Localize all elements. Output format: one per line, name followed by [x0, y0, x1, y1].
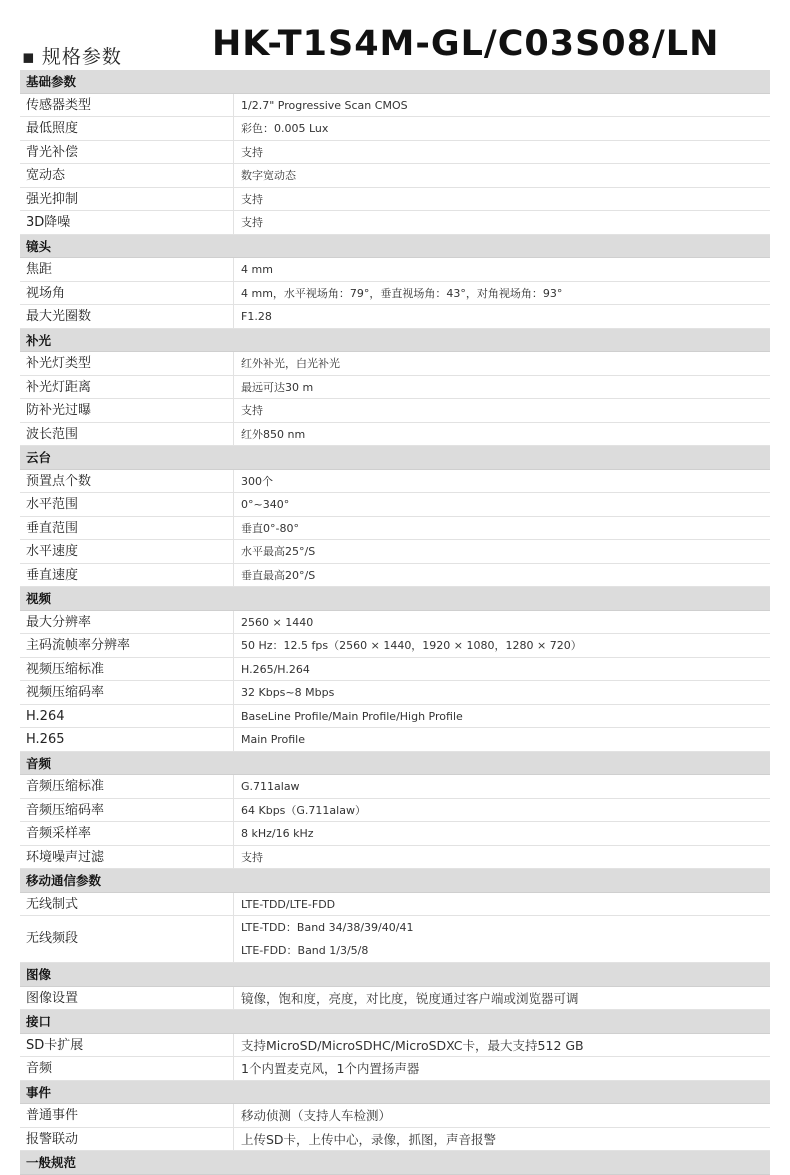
group-header [20, 963, 770, 987]
group-title: 接口 [26, 1014, 52, 1029]
spec-row [20, 799, 770, 823]
group-header [20, 752, 770, 776]
spec-row [20, 916, 770, 963]
spec-key: 垂直速度 [20, 564, 234, 587]
spec-key: 焦距 [20, 258, 234, 281]
spec-value: 300个 [241, 474, 273, 488]
spec-value: 红外补光，白光补光 [241, 357, 340, 370]
spec-key: 音频压缩码率 [20, 799, 234, 822]
group-title: 基础参数 [26, 74, 77, 89]
section-title: 规格参数 [41, 46, 122, 68]
spec-value-line: LTE-TDD：Band 34/38/39/40/41 [241, 921, 414, 934]
spec-key: 音频压缩标准 [20, 775, 234, 798]
spec-value: 红外850 nm [241, 427, 306, 441]
spec-row [20, 611, 770, 635]
group-header [20, 1010, 770, 1034]
spec-value: 支持 [241, 404, 263, 417]
group-title: 音频 [26, 755, 52, 771]
spec-row [20, 1128, 770, 1152]
spec-row [20, 987, 770, 1011]
spec-value: 支持 [241, 216, 263, 229]
spec-value: 8 kHz/16 kHz [241, 827, 314, 840]
spec-value: F1.28 [241, 310, 272, 323]
spec-key: 视频压缩标准 [20, 658, 234, 681]
spec-row [20, 658, 770, 682]
spec-row [20, 211, 770, 235]
spec-row [20, 1034, 770, 1058]
spec-key: 水平速度 [20, 540, 234, 563]
spec-row [20, 188, 770, 212]
spec-row [20, 399, 770, 423]
spec-value [234, 916, 770, 962]
spec-value: Main Profile [241, 733, 305, 746]
spec-value: 垂直0°-80° [241, 521, 299, 535]
spec-row [20, 517, 770, 541]
spec-value: 32 Kbps~8 Mbps [241, 686, 335, 699]
group-header [20, 446, 770, 470]
group-header [20, 869, 770, 893]
spec-value: 4 mm [241, 263, 273, 276]
spec-row [20, 376, 770, 400]
group-header [20, 235, 770, 259]
bullet-icon: ▪ [22, 46, 36, 68]
group-title: 云台 [26, 450, 52, 465]
spec-value: 1/2.7" Progressive Scan CMOS [241, 98, 408, 112]
spec-key: 最低照度 [20, 117, 234, 140]
spec-value: 水平最高25°/S [241, 545, 316, 558]
spec-key: 最大光圈数 [20, 305, 234, 328]
spec-key: 补光灯类型 [20, 352, 234, 375]
spec-row [20, 470, 770, 494]
spec-row [20, 681, 770, 705]
spec-row [20, 94, 770, 118]
spec-row [20, 1104, 770, 1128]
spec-value: 支持 [241, 192, 263, 206]
group-title: 事件 [26, 1084, 52, 1100]
spec-row [20, 705, 770, 729]
spec-key: 视场角 [20, 282, 234, 305]
spec-key: H.264 [20, 705, 234, 728]
spec-key: 宽动态 [20, 164, 234, 187]
spec-value: 支持 [241, 850, 263, 864]
spec-value: 支持MicroSD/MicroSDHC/MicroSDXC卡，最大支持512 GB [241, 1037, 584, 1053]
spec-key: 普通事件 [20, 1104, 234, 1127]
spec-key: 传感器类型 [20, 94, 234, 117]
group-header [20, 1151, 770, 1175]
group-title: 移动通信参数 [26, 873, 102, 888]
spec-key: 波长范围 [20, 423, 234, 446]
spec-value: 支持 [241, 145, 263, 159]
group-header [20, 587, 770, 611]
spec-row [20, 282, 770, 306]
spec-row [20, 493, 770, 517]
spec-key: 音频采样率 [20, 822, 234, 845]
model-number: HK-T1S4M-GL/C03S08/LN [212, 24, 720, 64]
spec-row [20, 164, 770, 188]
spec-key: 水平范围 [20, 493, 234, 516]
spec-row [20, 540, 770, 564]
group-title: 补光 [26, 332, 52, 348]
spec-key: 无线频段 [20, 916, 234, 962]
spec-value: 最远可达30 m [241, 380, 314, 394]
spec-key: H.265 [20, 728, 234, 751]
spec-value: 移动侦测（支持人车检测） [241, 1108, 392, 1123]
spec-key: 视频压缩码率 [20, 681, 234, 704]
spec-row [20, 258, 770, 282]
group-header [20, 1081, 770, 1105]
spec-row [20, 117, 770, 141]
spec-key: 垂直范围 [20, 517, 234, 540]
spec-row [20, 728, 770, 752]
spec-value: 彩色：0.005 Lux [241, 122, 329, 135]
spec-key: 防补光过曝 [20, 399, 234, 422]
spec-table [20, 70, 770, 1175]
spec-value: 50 Hz：12.5 fps（2560 × 1440，1920 × 1080，1280 × 720） [241, 639, 582, 652]
spec-value: H.265/H.264 [241, 662, 310, 676]
spec-value: LTE-TDD/LTE-FDD [241, 897, 336, 911]
spec-row [20, 564, 770, 588]
group-header [20, 70, 770, 94]
spec-key: 强光抑制 [20, 188, 234, 211]
group-title: 图像 [26, 967, 52, 982]
spec-value: 1个内置麦克风，1个内置扬声器 [241, 1061, 420, 1076]
spec-key: SD卡扩展 [20, 1034, 234, 1057]
spec-row [20, 352, 770, 376]
spec-value: BaseLine Profile/Main Profile/High Profile [241, 709, 463, 723]
group-title: 镜头 [26, 238, 52, 254]
spec-row [20, 775, 770, 799]
spec-row [20, 1057, 770, 1081]
spec-key: 图像设置 [20, 987, 234, 1010]
group-title: 一般规范 [26, 1155, 77, 1170]
spec-key: 音频 [20, 1057, 234, 1080]
spec-row [20, 846, 770, 870]
spec-key: 最大分辨率 [20, 611, 234, 634]
spec-value: 垂直最高20°/S [241, 568, 316, 582]
spec-header [0, 0, 790, 70]
spec-value: 数字宽动态 [241, 169, 296, 182]
spec-key: 3D降噪 [20, 211, 234, 234]
spec-value: G.711alaw [241, 780, 300, 793]
group-header [20, 329, 770, 353]
spec-row [20, 305, 770, 329]
group-title: 视频 [26, 591, 52, 606]
spec-key: 补光灯距离 [20, 376, 234, 399]
spec-key: 无线制式 [20, 893, 234, 916]
spec-key: 主码流帧率分辨率 [20, 634, 234, 657]
spec-value: 64 Kbps（G.711alaw） [241, 803, 366, 817]
spec-row [20, 822, 770, 846]
spec-value: 上传SD卡，上传中心，录像，抓图，声音报警 [241, 1131, 497, 1147]
spec-key: 预置点个数 [20, 470, 234, 493]
spec-row [20, 893, 770, 917]
spec-value-line: LTE-FDD：Band 1/3/5/8 [241, 944, 369, 957]
spec-row [20, 141, 770, 165]
spec-row [20, 634, 770, 658]
spec-key: 背光补偿 [20, 141, 234, 164]
spec-value: 0°~340° [241, 498, 290, 511]
spec-value: 镜像，饱和度，亮度，对比度，锐度通过客户端或浏览器可调 [241, 990, 579, 1006]
spec-value: 4 mm，水平视场角：79°，垂直视场角：43°，对角视场角：93° [241, 286, 563, 300]
spec-key: 环境噪声过滤 [20, 846, 234, 869]
spec-value: 2560 × 1440 [241, 615, 314, 629]
section-heading [22, 42, 122, 69]
spec-row [20, 423, 770, 447]
spec-key: 报警联动 [20, 1128, 234, 1151]
